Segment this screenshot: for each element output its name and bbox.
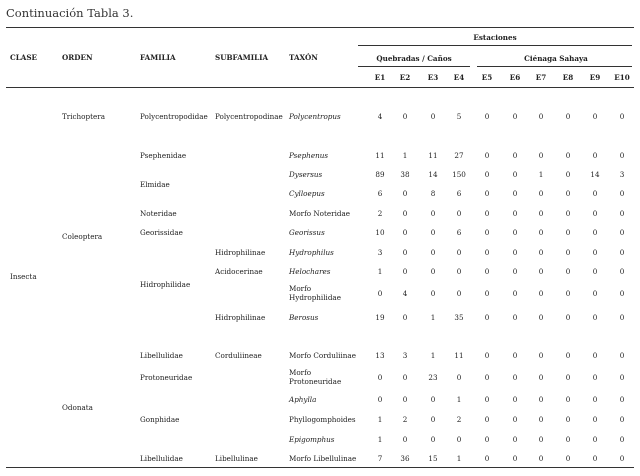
value-cell: 0 [538,209,544,218]
value-cell: 1 [402,151,408,160]
value-cell: 0 [377,395,383,404]
familia-psephenidae: Psephenidae [140,151,187,160]
value-cell: 5 [456,112,462,121]
value-cell: 0 [538,395,544,404]
value-cell: 0 [484,248,490,257]
value-cell: 0 [512,248,518,257]
header-station-e6: E6 [509,73,521,82]
value-cell: 0 [592,228,598,237]
value-cell: 0 [484,373,490,382]
value-cell: 0 [456,289,462,298]
value-cell: 0 [512,267,518,276]
value-cell: 89 [375,170,385,179]
value-cell: 38 [400,170,410,179]
value-cell: 0 [402,189,408,198]
value-cell: 0 [430,415,436,424]
taxon-cell: Polycentropus [289,112,341,121]
value-cell: 35 [454,313,464,322]
value-cell: 11 [454,351,464,360]
taxon-cell: Psephenus [289,151,329,160]
taxon-cell: Helochares [289,267,331,276]
header-taxon: TAXÓN [289,53,318,62]
value-cell: 0 [377,289,383,298]
value-cell: 0 [430,112,436,121]
value-cell: 0 [512,112,518,121]
value-cell: 0 [512,373,518,382]
value-cell: 0 [456,248,462,257]
value-cell: 0 [592,313,598,322]
header-quebradas: Quebradas / Caños [376,54,452,63]
header-subfamilia: SUBFAMILIA [215,53,269,62]
taxon-cell: Morfo Noteridae [289,209,351,218]
value-cell: 0 [565,267,571,276]
value-cell: 0 [565,170,571,179]
value-cell: 0 [619,189,625,198]
value-cell: 0 [512,415,518,424]
value-cell: 0 [592,209,598,218]
value-cell: 0 [484,313,490,322]
taxon-cell: Morfo Corduliinae [289,351,356,360]
value-cell: 0 [430,267,436,276]
value-cell: 15 [428,454,438,463]
value-cell: 0 [592,395,598,404]
value-cell: 0 [402,313,408,322]
value-cell: 0 [592,373,598,382]
value-cell: 3 [619,170,625,179]
value-cell: 0 [538,151,544,160]
value-cell: 0 [377,373,383,382]
value-cell: 0 [512,170,518,179]
orden-trichoptera: Trichoptera [62,112,105,121]
value-cell: 0 [484,415,490,424]
value-cell: 0 [592,248,598,257]
header-station-e9: E9 [589,73,601,82]
value-cell: 2 [402,415,408,424]
value-cell: 0 [484,289,490,298]
value-cell: 0 [484,112,490,121]
value-cell: 0 [565,228,571,237]
subfamilia-libellulinae: Libellulinae [215,454,258,463]
header-station-e3: E3 [427,73,439,82]
value-cell: 0 [619,313,625,322]
familia-hidrophilidae: Hidrophilidae [140,280,191,289]
value-cell: 1 [456,395,462,404]
value-cell: 0 [538,112,544,121]
familia-protoneuridae: Protoneuridae [140,373,193,382]
value-cell: 0 [402,395,408,404]
value-cell: 1 [430,313,436,322]
value-cell: 0 [565,313,571,322]
value-cell: 0 [484,351,490,360]
value-cell: 11 [428,151,438,160]
value-cell: 0 [430,248,436,257]
value-cell: 0 [484,454,490,463]
value-cell: 0 [619,454,625,463]
value-cell: 0 [484,435,490,444]
value-cell: 0 [565,112,571,121]
value-cell: 0 [402,112,408,121]
value-cell: 0 [512,189,518,198]
value-cell: 8 [430,189,436,198]
value-cell: 0 [512,313,518,322]
value-cell: 0 [402,228,408,237]
quebradas-rule [358,66,470,67]
value-cell: 0 [484,395,490,404]
value-cell: 0 [456,373,462,382]
value-cell: 1 [456,454,462,463]
taxon-cell: Berosus [289,313,319,322]
cienaga-rule [477,66,632,67]
value-cell: 23 [428,373,438,382]
value-cell: 0 [592,351,598,360]
value-cell: 0 [565,395,571,404]
familia-polycentropodidae: Polycentropodidae [140,112,208,121]
value-cell: 4 [377,112,383,121]
value-cell: 0 [484,267,490,276]
value-cell: 0 [565,435,571,444]
value-cell: 0 [565,289,571,298]
value-cell: 10 [375,228,385,237]
value-cell: 0 [430,289,436,298]
header-orden: ORDEN [62,53,93,62]
value-cell: 0 [512,454,518,463]
value-cell: 0 [484,151,490,160]
value-cell: 0 [512,395,518,404]
familia-libellulidae-2: Libellulidae [140,454,183,463]
value-cell: 0 [592,435,598,444]
value-cell: 0 [619,351,625,360]
value-cell: 2 [456,415,462,424]
value-cell: 0 [619,435,625,444]
value-cell: 0 [402,373,408,382]
value-cell: 0 [456,435,462,444]
value-cell: 0 [619,373,625,382]
value-cell: 0 [619,415,625,424]
value-cell: 19 [375,313,385,322]
value-cell: 6 [456,228,462,237]
value-cell: 0 [565,454,571,463]
taxon-cell: Aphylla [289,395,317,404]
value-cell: 0 [592,189,598,198]
value-cell: 1 [430,351,436,360]
value-cell: 0 [484,209,490,218]
value-cell: 0 [456,267,462,276]
header-station-e2: E2 [399,73,411,82]
value-cell: 0 [619,151,625,160]
value-cell: 0 [565,209,571,218]
orden-odonata: Odonata [62,403,93,412]
value-cell: 0 [619,228,625,237]
value-cell: 0 [592,267,598,276]
subfamilia-hidrophilinae-2: Hidrophilinae [215,313,266,322]
familia-elmidae: Elmidae [140,180,170,189]
value-cell: 1 [538,170,544,179]
value-cell: 0 [565,151,571,160]
value-cell: 0 [512,151,518,160]
value-cell: 7 [377,454,383,463]
value-cell: 0 [538,267,544,276]
value-cell: 0 [456,209,462,218]
value-cell: 0 [538,189,544,198]
value-cell: 0 [538,289,544,298]
subfamilia-hidrophilinae-1: Hidrophilinae [215,248,266,257]
value-cell: 0 [484,170,490,179]
value-cell: 13 [375,351,385,360]
header-station-e10: E10 [614,73,630,82]
value-cell: 0 [402,267,408,276]
header-station-e5: E5 [481,73,493,82]
subfamilia-polycentropodinae: Polycentropodinae [215,112,283,121]
value-cell: 1 [377,435,383,444]
value-cell: 0 [512,351,518,360]
value-cell: 0 [512,435,518,444]
familia-georissidae: Georissidae [140,228,183,237]
taxon-cell: Epigomphus [289,435,335,444]
familia-gonphidae: Gonphidae [140,415,180,424]
table-bottom-rule [6,467,634,468]
value-cell: 0 [512,228,518,237]
value-cell: 36 [400,454,410,463]
value-cell: 0 [565,415,571,424]
taxon-cell: Cylloepus [289,189,325,198]
header-station-e4: E4 [453,73,465,82]
taxon-cell: Phyllogomphoides [289,415,356,424]
value-cell: 0 [430,435,436,444]
taxon-cell: Morfo Libellulinae [289,454,357,463]
familia-noteridae: Noteridae [140,209,177,218]
subfamilia-corduliineae: Corduliineae [215,351,262,360]
value-cell: 0 [565,351,571,360]
value-cell: 0 [538,415,544,424]
value-cell: 0 [592,112,598,121]
value-cell: 150 [452,170,466,179]
value-cell: 0 [430,209,436,218]
value-cell: 27 [454,151,464,160]
taxon-cell: Morfo Protoneuridae [289,368,342,386]
taxon-cell: Hydrophilus [289,248,334,257]
value-cell: 0 [619,209,625,218]
value-cell: 0 [538,313,544,322]
estaciones-rule [358,45,632,46]
value-cell: 0 [565,373,571,382]
value-cell: 14 [428,170,438,179]
value-cell: 0 [402,435,408,444]
taxon-cell: Morfo Hydrophilidae [289,284,341,302]
value-cell: 0 [538,248,544,257]
value-cell: 0 [619,289,625,298]
header-station-e7: E7 [535,73,547,82]
value-cell: 0 [538,454,544,463]
header-station-e8: E8 [562,73,574,82]
taxon-cell: Dysersus [289,170,323,179]
familia-libellulidae-1: Libellulidae [140,351,183,360]
value-cell: 0 [430,228,436,237]
header-cienaga: Ciénaga Sahaya [524,54,588,63]
value-cell: 0 [402,248,408,257]
value-cell: 0 [430,395,436,404]
value-cell: 0 [619,267,625,276]
value-cell: 0 [565,189,571,198]
value-cell: 0 [592,454,598,463]
value-cell: 1 [377,415,383,424]
value-cell: 0 [565,248,571,257]
value-cell: 3 [377,248,383,257]
taxon-cell: Georissus [289,228,325,237]
value-cell: 1 [377,267,383,276]
value-cell: 0 [538,373,544,382]
value-cell: 0 [538,351,544,360]
header-estaciones: Estaciones [473,33,517,42]
value-cell: 2 [377,209,383,218]
value-cell: 4 [402,289,408,298]
header-familia: FAMILIA [140,53,176,62]
value-cell: 0 [512,209,518,218]
value-cell: 0 [619,395,625,404]
value-cell: 0 [538,228,544,237]
subfamilia-acidocerinae: Acidocerinae [215,267,263,276]
value-cell: 6 [377,189,383,198]
value-cell: 0 [619,112,625,121]
value-cell: 0 [538,435,544,444]
value-cell: 14 [590,170,600,179]
value-cell: 0 [512,289,518,298]
value-cell: 0 [619,248,625,257]
header-clase: CLASE [10,53,38,62]
value-cell: 0 [592,289,598,298]
value-cell: 0 [402,209,408,218]
value-cell: 6 [456,189,462,198]
value-cell: 3 [402,351,408,360]
value-cell: 0 [484,228,490,237]
value-cell: 11 [375,151,385,160]
clase-insecta: Insecta [10,272,37,281]
orden-coleoptera: Coleoptera [62,232,103,241]
value-cell: 0 [592,151,598,160]
value-cell: 0 [484,189,490,198]
value-cell: 0 [592,415,598,424]
table-caption: Continuación Tabla 3. [6,6,134,20]
header-station-e1: E1 [374,73,386,82]
header-bottom-rule [6,87,634,88]
top-rule [6,27,634,28]
